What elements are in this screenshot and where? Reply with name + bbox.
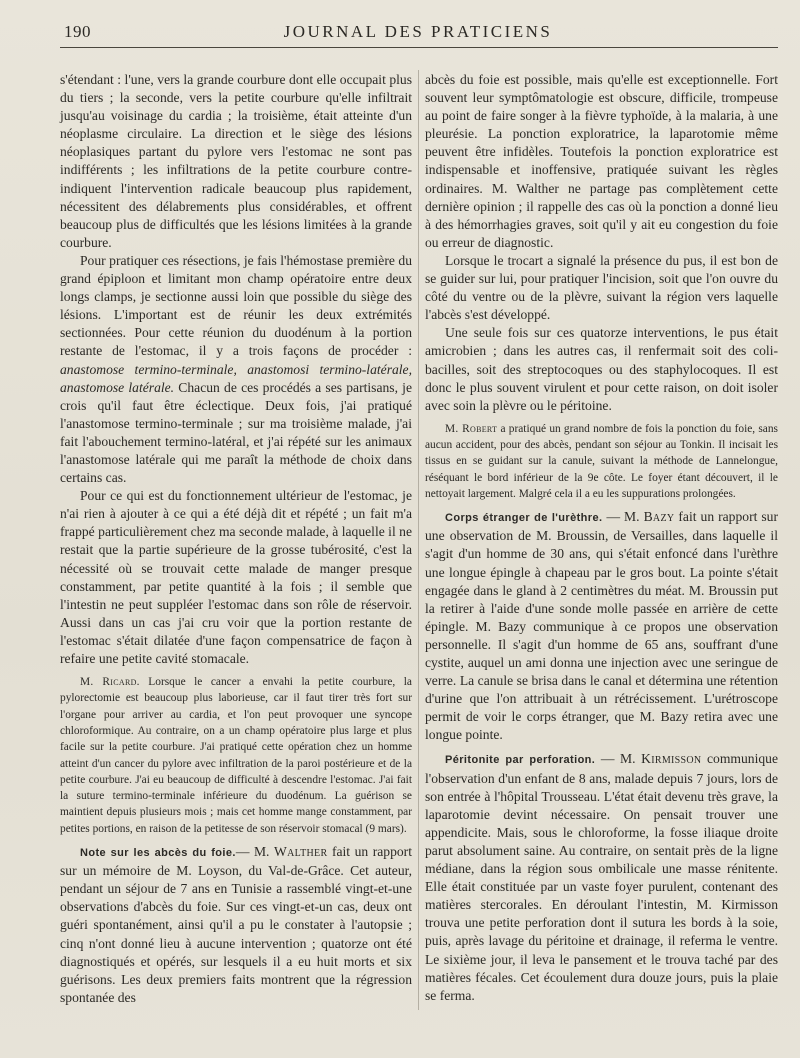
section-title: Corps étranger de l'urèthre. [445,512,603,525]
dash: — M. [602,509,644,525]
paragraph-text: Chacun de ces procédés a ses partisans, je crois qu'il faut être éclectique. Deux fois, j'ai pratiqué l'anastomose termino-terminale ; sur ma troisième malade, j'ai fait l'abouchement termino-latéral, et j'ai répété sur les animaux l'anastomose latérale qui me paraît la méthode de choix dans certains cas. [60,379,412,486]
discussion-note [60,674,412,837]
section-paragraph [60,843,412,1007]
paragraph: s'étendant : l'une, vers la grande courbure dont elle occupait plus du tiers ; la seconde, vers la petite courbure qu'elle infiltrait jusqu'au voisinage du cardia ; la troisième, était atteinte d'un néoplasme circulaire. La direction et le siège des lésions néoplasiques partant du pylore vers l'estomac ne sont pas indifférents ; les infiltrations de la petite courbure contre-indiquent l'intervention radicale beaucoup plus rapidement, nécessitent des délabrements plus considérables, et offrent beaucoup plus de difficultés que les lésions limitées à la grande courbure. [60,72,412,250]
paragraph-text: Pour pratiquer ces résections, je fais l'hémostase première du grand épiploon et limitant mon champ opératoire entre deux longs clamps, je sectionne aussi loin que possible du siège des lésions. L'important est de réunir les deux extrémités sectionnées. Pour cette réunion du duodénum à la portion restante de l'estomac, il y a trois façons de procéder : [60,252,412,359]
section-title: Note sur les abcès du foie. [80,847,236,860]
section-paragraph [425,508,778,744]
paragraph: Lorsque le trocart a signalé la présence du pus, il est bon de se guider sur lui, pour pratiquer l'incision, soit que l'on ouvre du côté du ventre ou de la plèvre, suivant la région vers laquelle l'abcès s'est développé. [425,252,778,323]
header-rule [60,47,778,48]
speaker-name: M. Ricard. [80,676,140,689]
left-column [60,71,412,1007]
section-paragraph [425,750,778,1004]
paragraph: Une seule fois sur ces quatorze interventions, le pus était amicrobien ; dans les autres cas, il renfermait soit des coli-bacilles, soit des streptocoques ou des staphylocoques. Il est donc le plus souvent virulent et pour cette raison, on doit isoler avec soin la plèvre ou le péritoine. [425,325,778,413]
section-title: Péritonite par perforation. [445,754,596,767]
paragraph-text: communique l'observation d'un enfant de 8 ans, malade depuis 7 jours, lors de son entrée à l'hôpital Trousseau. L'état était devenu très grave, la laparotomie devint nécessaire. On pensait trouver une appendicite. Mais, sous le chloroforme, la fosse iliaque droite parut absolument saine. Au contraire, on sentait près de la ligne médiane, dans la région sous ombilicale une masse rénitente. Elle était constituée par un vaste foyer purulent, contenant des matières stercorales. En déroulant l'intestin, M. Kirmisson trouva une petite perforation dont il sutura les bords à la soie, puis, après lavage du péritoine et drainage, il referma le ventre. Le sixième jour, il leva le pansement et le trouva taché par des matières fécales. Cet écoulement dura douze jours, puis la plaie se ferma. [425,751,779,1003]
discussion-note [425,421,778,502]
paragraph: abcès du foie est possible, mais qu'elle est exceptionnelle. Fort souvent leur symptômatologie est obscure, difficile, trompeuse au point de faire songer à la fièvre typhoïde, à la malaria, à une pleurésie. La ponction exploratrice, la laparotomie même peuvent être infidèles. Toutefois la ponction exploratrice est indispensable et inoffensive, pratiquée suivant les règles ordinaires. M. Walther ne partage pas complètement cette dernière opinion ; il rappelle des cas où la ponction a donné lieu à des hémorrhagies graves, soit qu'il y ait eu congestion du foie ou erreur de diagnostic. [425,72,778,250]
page-number: 190 [64,22,91,41]
paragraph [60,252,412,487]
paragraph-text: fait un rapport sur une observation de M. Broussin, de Versailles, dans laquelle il s'agit d'un homme de 30 ans, qui s'était enfoncé dans l'urèthre une longue épingle à chapeau par le gros bout. La pointe s'était engagée dans le gland à 2 centimètres du méat. M. Broussin put la retirer à l'aide d'une sonde molle passée en arrière de cette épingle. M. Bazy communique à ce propos une observation personnelle. Il s'agit d'un homme de 65 ans, souffrant d'une cystite, auquel un ami donna une injection avec une seringue de verre. La canule se brisa dans le canal et détermina une rétention d'urine que l'on attribuait à un rétrécissement. L'urétroscope permit de voir le corps étranger, que M. Bazy retira avec une longue pointe. [425,509,778,743]
journal-title: JOURNAL DES PRATICIENS [283,22,553,41]
note-text: a pratiqué un grand nombre de fois la ponction du foie, sans aucun accident, pour des abcès, pendant son séjour au Tonkin. Il incisait les tissus en se guidant sur la canule, suivant la méthode de Lannelongue, réséquant le bord inférieur de la 9e côte. Le foyer étant découvert, il le nettoyait largement. Malgré cela il a eu les suppurations prolongées. [425,422,778,500]
speaker-name: Kirmisson [641,751,702,767]
speaker-name: Walther [273,844,328,860]
dash: — M. [595,751,642,767]
column-divider [418,70,419,1010]
dash: — M. [235,844,274,860]
speaker-name: M. Robert [445,422,498,435]
speaker-name: Bazy [643,509,675,525]
paragraph: Pour ce qui est du fonctionnement ultérieur de l'estomac, je n'ai rien à ajouter à ce qui a été déjà dit et répété ; un fait m'a frappé particulièrement chez ma seconde malade, à laquelle il ne restait que la partie supérieure de la grosse tubérosité, c'est la nécessité où se trouvait cette malade de manger presque constamment, par petite quantité à la fois ; il semble que l'intestin ne peut suppléer l'estomac dans son rôle de réservoir. Aussi dans un cas j'ai cru voir que la portion restante de l'estomac s'était dilatée d'une façon compensatrice de façon à refaire une petite cavité stomacale. [60,488,412,666]
note-text: Lorsque le cancer a envahi la petite courbure, la pylorectomie est beaucoup plus laborieuse, car il faut tirer très fort sur l'organe pour arriver au cardia, et l'on peut provoquer une syncope chloroformique. Au contraire, on a un champ opératoire plus large et plus facile sur la petite courbure. J'ai pratiqué cette opération chez un homme atteint d'un cancer du pylore avec infiltration de la paroi postérieure et de la petite courbure. J'ai eu beaucoup de difficulté à descendre l'estomac. J'ai fait la suture termino-terminale inférieure du duodénum. La guérison se maintient depuis plusieurs mois ; mais cet homme mange constamment, par petites portions, en raison de la petitesse de son réservoir stomacal (9 mars). [60,676,412,835]
running-header [60,18,776,48]
procedure-names: anastomose termino-terminale, anastomosi termino-latérale, anastomose latérale. [60,361,412,395]
paragraph-text: fait un rapport sur un mémoire de M. Loyson, du Val-de-Grâce. Cet auteur, pendant un séjour de 7 ans en Tunisie a rassemblé vingt-et-une observations d'abcès du foie. Sur ces vingt-et-un cas, deux ont guéri spontanément, ainsi qu'il a pu le constater à l'autopsie ; cinq n'ont donné lieu à aucune intervention ; quatorze ont été diagnostiqués et opérés, sur lesquels il a eu huit morts et six guérisons. Les deux premiers faits montrent que la régression spontanée des [60,844,412,1005]
right-column [425,71,778,1005]
